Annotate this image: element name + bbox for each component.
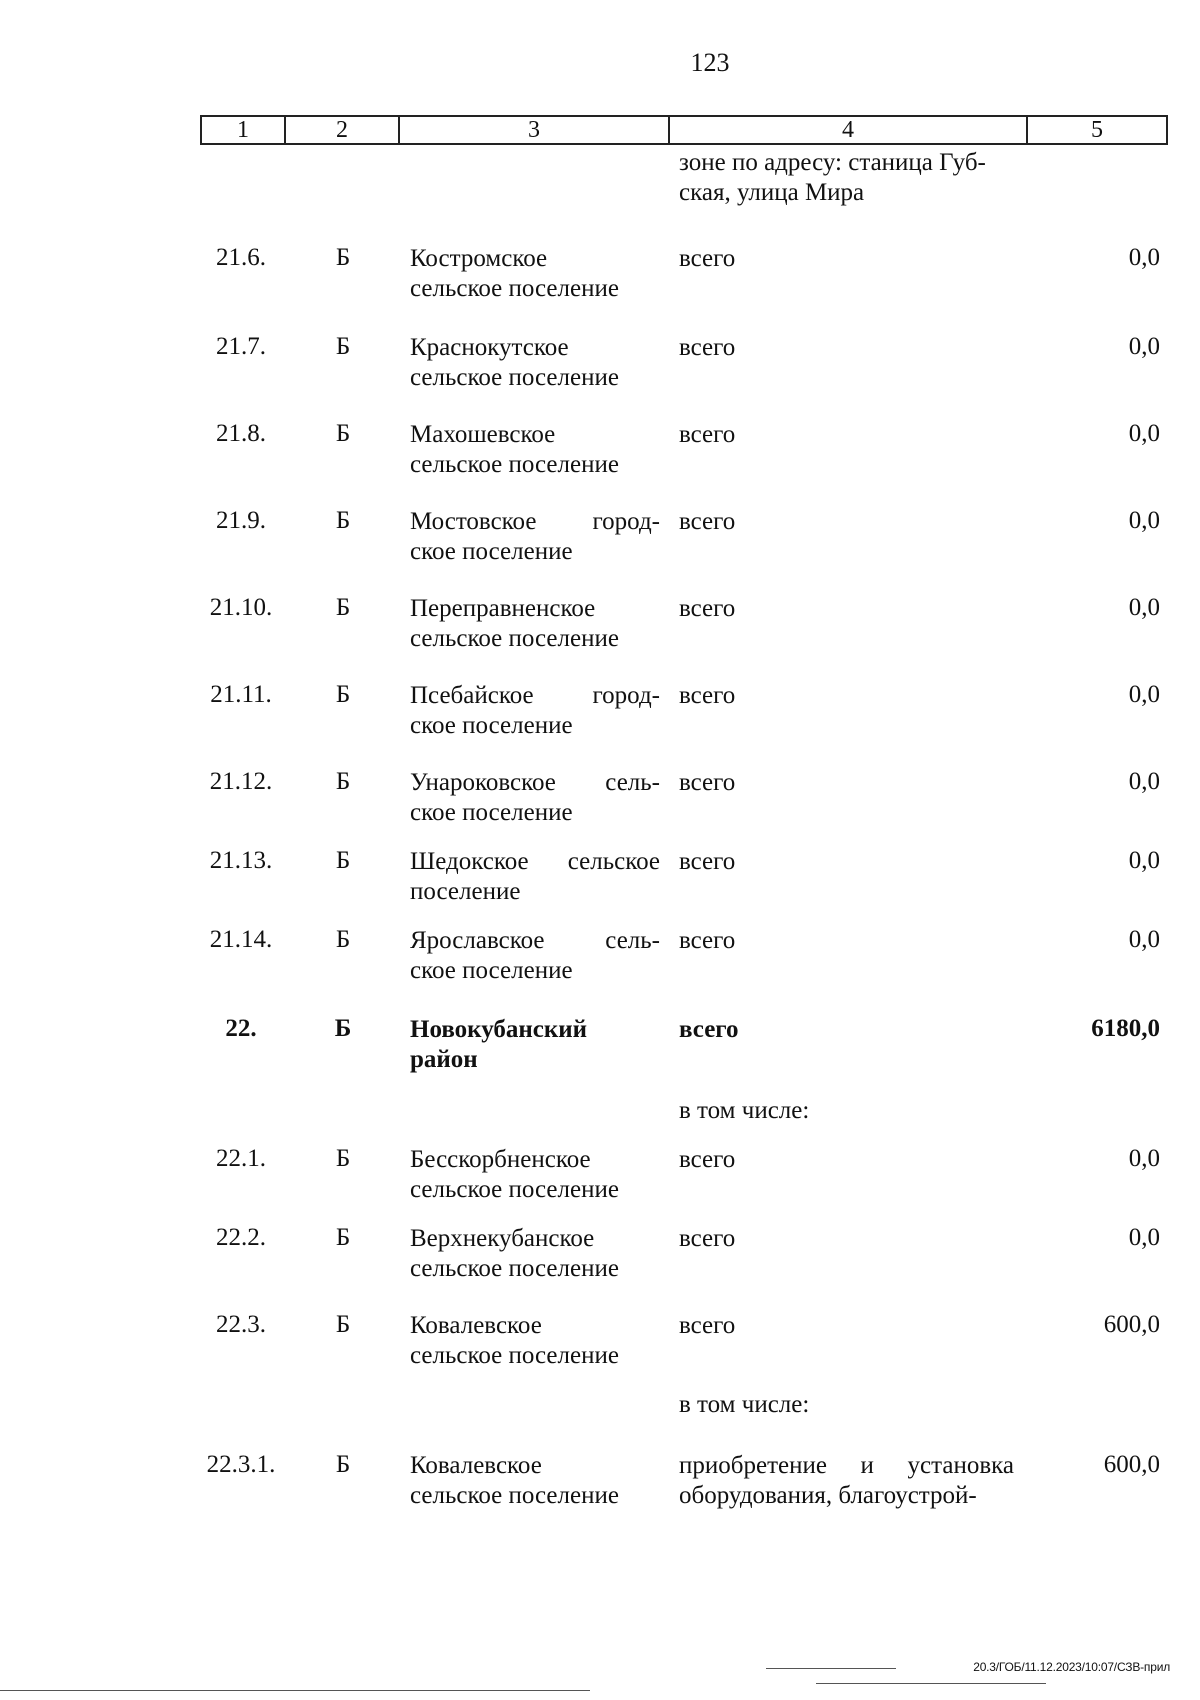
row-name-line: Ковалевское [410,1312,542,1339]
row-name-line: сельское поселение [410,364,619,391]
column-header-3: 3 [399,116,669,144]
row-category: Б [335,594,351,621]
row-description: всего [679,508,736,535]
row-name-line: Унароковское сель- [410,769,660,796]
column-header-2: 2 [285,116,399,144]
row-category: Б [335,926,351,953]
page-number: 123 [690,48,730,77]
row-name-line: сельское поселение [410,1176,619,1203]
row-name [410,768,660,828]
row-name [410,420,660,480]
row-number: 22.3.1. [206,1451,276,1478]
row-name-line: Новокубанский [410,1016,588,1043]
column-header-table [200,115,1168,145]
column-header-4: 4 [669,116,1027,144]
row-name-line: сельское поселение [410,1255,619,1282]
row-name [410,847,660,907]
row-category: Б [335,1451,351,1478]
row-category: Б [335,1224,351,1251]
row-value: 0,0 [1128,420,1160,447]
row-name-line: Шедокское сельское [410,848,660,875]
row-name-line: ское поселение [410,538,573,565]
row-name [410,594,660,654]
row-description: всего [679,1225,736,1252]
column-header-5: 5 [1027,116,1167,144]
row-value: 0,0 [1128,244,1160,271]
row-name [410,1224,660,1284]
row-name-line: поселение [410,878,521,905]
row-description: всего [679,769,736,796]
row-name [410,507,660,567]
row-category: Б [335,1311,351,1338]
row-name-line: Верхнекубанское [410,1225,595,1252]
row-category: Б [334,1015,352,1042]
scan-artifact-line [766,1668,896,1669]
row-name-line: район [410,1046,478,1073]
row-number: 22.2. [216,1224,266,1251]
row-name-line: Мостовское город- [410,508,660,535]
row-number: 21.10. [209,594,273,621]
document-code: 20.3/ГОБ/11.12.2023/10:07/СЗВ-прил [973,1660,1170,1674]
row-number: 21.8. [216,420,266,447]
row-value: 0,0 [1128,926,1160,953]
row-name-line: сельское поселение [410,275,619,302]
row-description: в том числе: [679,1391,810,1418]
row-name-line: сельское поселение [410,451,619,478]
continuation-line: ская, улица Мира [679,179,865,206]
row-name-line: Махошевское [410,421,556,448]
row-name [410,1451,660,1511]
row-name-line: ское поселение [410,957,573,984]
row-category: Б [335,847,351,874]
row-description: всего [679,1312,736,1339]
row-value: 0,0 [1128,507,1160,534]
row-description: всего [679,927,736,954]
row-category: Б [335,244,351,271]
row-number: 21.12. [209,768,273,795]
continuation-line: зоне по адресу: станица Губ- [679,149,986,176]
row-category: Б [335,768,351,795]
row-description: в том числе: [679,1097,810,1124]
row-number: 21.9. [216,507,266,534]
column-header-1: 1 [201,116,285,144]
row-description: всего [679,421,736,448]
row-name-line: Переправненское [410,595,596,622]
row-description: всего [679,245,736,272]
row-description: всего [679,1016,739,1043]
row-value: 0,0 [1128,768,1160,795]
row-category: Б [335,681,351,708]
row-number: 22. [225,1015,257,1042]
row-value: 0,0 [1128,1224,1160,1251]
row-value: 0,0 [1128,681,1160,708]
row-category: Б [335,333,351,360]
row-description: всего [679,334,736,361]
continuation-text [679,148,1014,208]
scan-artifact-line [816,1683,1046,1684]
row-name-line: ское поселение [410,799,573,826]
row-number: 21.11. [210,681,272,708]
row-value: 0,0 [1128,1145,1160,1172]
row-description: всего [679,848,736,875]
row-category: Б [335,1145,351,1172]
row-name-line: сельское поселение [410,1482,619,1509]
scan-artifact-line [0,1690,590,1691]
row-number: 21.6. [216,244,266,271]
row-name-line: Краснокутское [410,334,569,361]
row-description: всего [679,595,736,622]
row-number: 22.3. [216,1311,266,1338]
row-name [410,1145,660,1205]
row-category: Б [335,507,351,534]
row-number: 21.7. [216,333,266,360]
row-name-line: ское поселение [410,712,573,739]
row-name-line: сельское поселение [410,1342,619,1369]
row-number: 21.14. [209,926,273,953]
row-name-line: Бесскорбненское [410,1146,591,1173]
row-name-line: Ярославское сель- [410,927,660,954]
row-number: 21.13. [209,847,273,874]
row-name [410,333,660,393]
row-description: всего [679,682,736,709]
row-name [410,681,660,741]
row-name [410,1015,660,1075]
row-value: 600,0 [1103,1451,1160,1478]
row-category: Б [335,420,351,447]
row-description: всего [679,1146,736,1173]
row-name-line: Ковалевское [410,1452,542,1479]
row-value: 0,0 [1128,847,1160,874]
row-name [410,244,660,304]
row-value: 600,0 [1103,1311,1160,1338]
row-name-line: Костромское [410,245,548,272]
row-value: 6180,0 [1091,1015,1160,1042]
row-value: 0,0 [1128,594,1160,621]
row-name [410,926,660,986]
row-name [410,1311,660,1371]
row-number: 22.1. [216,1145,266,1172]
row-description: приобретение и установка оборудования, благоустрой- [679,1452,1014,1509]
row-name-line: сельское поселение [410,625,619,652]
row-name-line: Псебайское город- [410,682,660,709]
row-value: 0,0 [1128,333,1160,360]
